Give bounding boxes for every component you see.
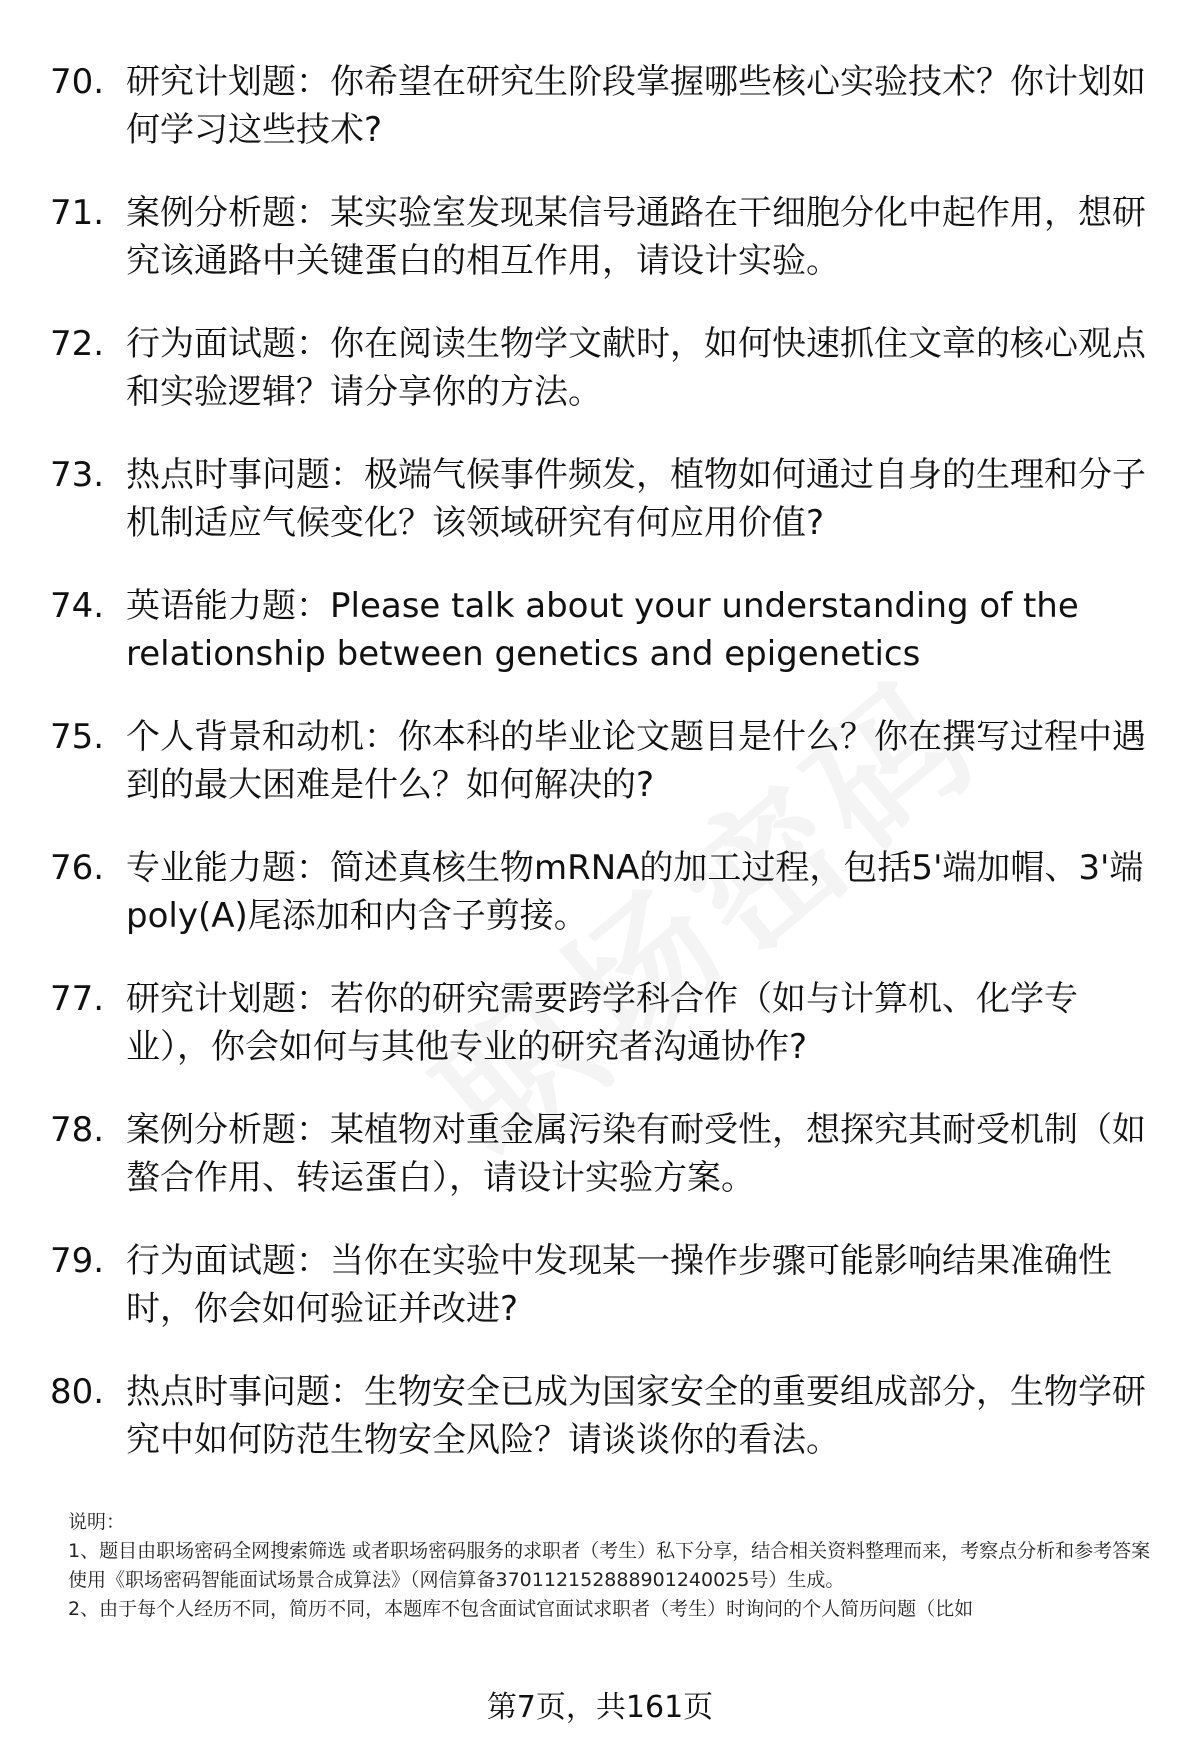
question-text: 案例分析题：某实验室发现某信号通路在干细胞分化中起作用，想研究该通路中关键蛋白的相互作用，请设计实验。	[126, 193, 1146, 281]
question-number: 72.	[50, 324, 105, 364]
question-item	[50, 58, 1150, 154]
question-number: 76.	[50, 848, 105, 888]
question-text: 案例分析题：某植物对重金属污染有耐受性，想探究其耐受机制（如螯合作用、转运蛋白），请设计实验方案。	[126, 1110, 1146, 1198]
question-text: 热点时事问题：生物安全已成为国家安全的重要组成部分，生物学研究中如何防范生物安全风险？请谈谈你的看法。	[126, 1372, 1146, 1460]
page-footer	[0, 1688, 1200, 1728]
notes-section	[68, 1508, 1158, 1624]
question-text: 热点时事问题：极端气候事件频发，植物如何通过自身的生理和分子机制适应气候变化？该领域研究有何应用价值?	[126, 455, 1146, 543]
question-number: 79.	[50, 1241, 105, 1281]
question-number: 73.	[50, 455, 105, 495]
question-item	[50, 451, 1150, 547]
question-number: 70.	[50, 62, 105, 102]
question-number: 78.	[50, 1110, 105, 1150]
question-number: 77.	[50, 979, 105, 1019]
question-number: 71.	[50, 193, 105, 233]
question-item	[50, 713, 1150, 809]
question-item	[50, 975, 1150, 1071]
question-text: 行为面试题：你在阅读生物学文献时，如何快速抓住文章的核心观点和实验逻辑？请分享你的方法。	[126, 324, 1146, 412]
question-item	[50, 1237, 1150, 1333]
question-item	[50, 1106, 1150, 1202]
question-text: 行为面试题：当你在实验中发现某一操作步骤可能影响结果准确性时，你会如何验证并改进?	[126, 1241, 1112, 1329]
question-number: 80.	[50, 1372, 105, 1412]
question-item	[50, 844, 1150, 940]
notes-heading: 说明：	[68, 1511, 126, 1533]
question-number: 74.	[50, 586, 105, 626]
question-list	[50, 58, 1150, 1499]
question-number: 75.	[50, 717, 105, 757]
page-number-label: 第7页，共161页	[486, 1690, 714, 1725]
question-item	[50, 189, 1150, 285]
question-item	[50, 582, 1150, 678]
note-item: 2、由于每个人经历不同，简历不同，本题库不包含面试官面试求职者（考生）时询问的个人简历问题（比如	[68, 1598, 974, 1620]
question-text: 研究计划题：若你的研究需要跨学科合作（如与计算机、化学专业），你会如何与其他专业的研究者沟通协作?	[126, 979, 1078, 1067]
question-text: 研究计划题：你希望在研究生阶段掌握哪些核心实验技术？你计划如何学习这些技术?	[126, 62, 1146, 150]
question-item	[50, 1368, 1150, 1464]
note-item: 1、题目由职场密码全网搜索筛选 或者职场密码服务的求职者（考生）私下分享，结合相关资料整理而来，考察点分析和参考答案使用《职场密码智能面试场景合成算法》（网信算备370112152888901240025号）生成。	[68, 1540, 1151, 1591]
question-item	[50, 320, 1150, 416]
question-text: 专业能力题：简述真核生物mRNA的加工过程，包括5'端加帽、3'端 poly(A)尾添加和内含子剪接。	[126, 848, 1144, 936]
question-text: 英语能力题：Please talk about your understanding of the relationship between genetics and epigenetics	[126, 586, 1079, 674]
question-text: 个人背景和动机：你本科的毕业论文题目是什么？你在撰写过程中遇到的最大困难是什么？如何解决的?	[126, 717, 1146, 805]
